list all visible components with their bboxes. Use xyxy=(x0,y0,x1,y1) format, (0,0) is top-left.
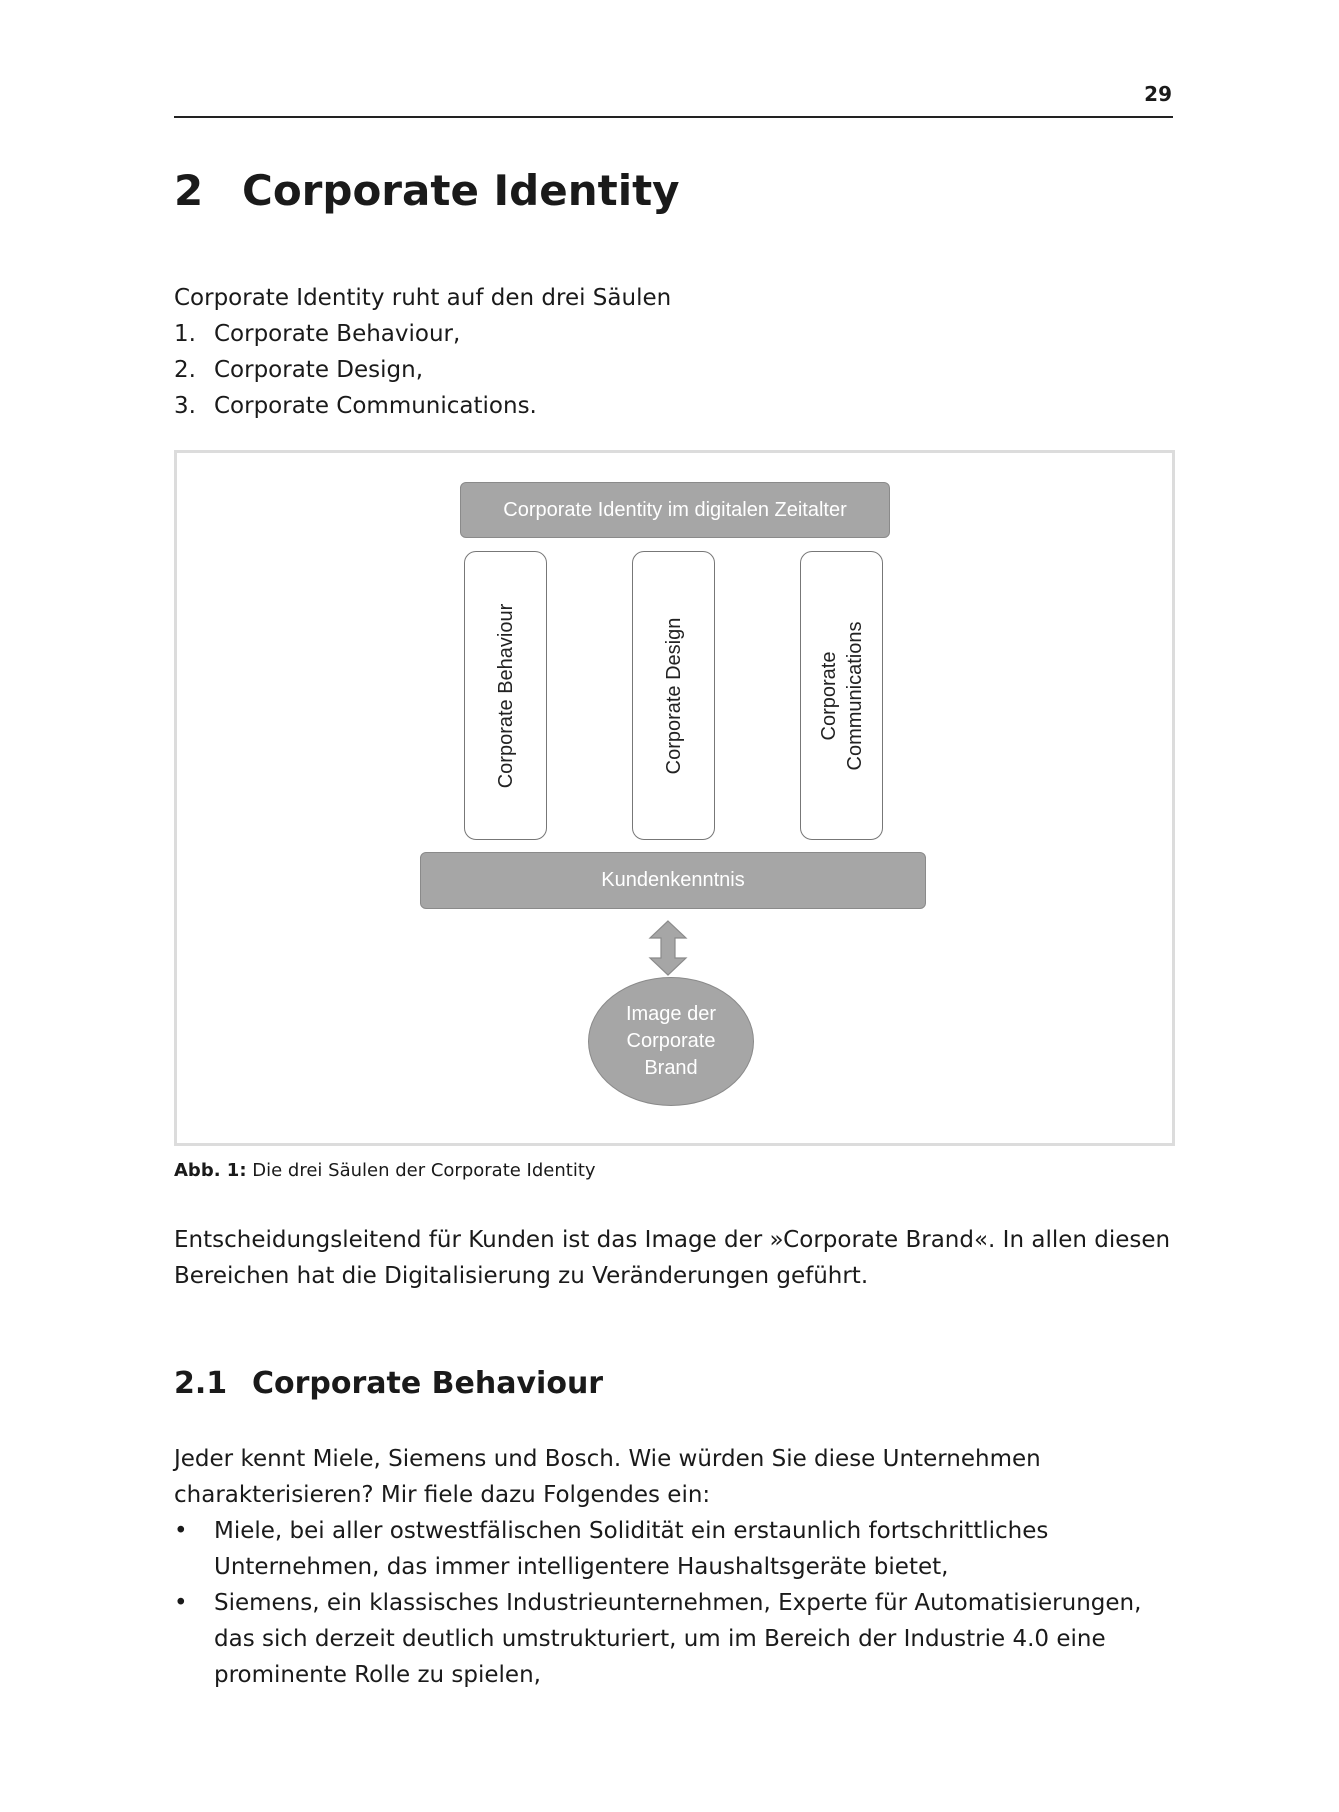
section-body xyxy=(174,1441,1173,1693)
image-ellipse: Image der Corporate Brand xyxy=(588,977,754,1106)
figure-caption xyxy=(174,1160,596,1181)
section-number: 2.1 xyxy=(174,1366,228,1401)
pillar-label: Corporate Design xyxy=(662,617,685,774)
caption-text: Die drei Säulen der Corporate Identity xyxy=(252,1160,596,1181)
pillar-label: Corporate Behaviour xyxy=(494,603,517,788)
list-text: Corporate Design, xyxy=(214,357,424,383)
page-number: 29 xyxy=(1144,82,1172,106)
list-text: Corporate Behaviour, xyxy=(214,321,461,347)
section-heading xyxy=(174,1366,603,1401)
intro-lead: Corporate Identity ruht auf den drei Säulen xyxy=(174,285,672,311)
caption-label: Abb. 1: xyxy=(174,1160,247,1181)
list-item xyxy=(174,388,1173,424)
list-item xyxy=(174,1585,1173,1693)
list-number: 1. xyxy=(174,321,196,347)
list-text: Corporate Communications. xyxy=(214,393,537,419)
list-text: Miele, bei aller ostwestfälischen Solidität ein erstaunlich fortschrittliches Unternehmen, das immer intelligentere Haushaltsgeräte bietet, xyxy=(214,1518,1049,1580)
pillar-design xyxy=(632,551,715,840)
chapter-number: 2 xyxy=(174,166,204,215)
pillar-label: Corporate Communications xyxy=(817,621,866,770)
figure-diagram xyxy=(174,450,1175,1146)
paragraph: Entscheidungsleitend für Kunden ist das Image der »Corporate Brand«. In allen diesen Bereichen hat die Digitalisierung zu Veränderungen geführt. xyxy=(174,1227,1171,1289)
pillar-communications xyxy=(800,551,883,840)
list-item xyxy=(174,316,1173,352)
intro-block xyxy=(174,280,1173,424)
pillar-behaviour xyxy=(464,551,547,840)
bullet-list xyxy=(174,1513,1173,1693)
chapter-title: Corporate Identity xyxy=(242,166,680,215)
paragraph: Jeder kennt Miele, Siemens und Bosch. Wie würden Sie diese Unternehmen charakterisieren? Mir fiele dazu Folgendes ein: xyxy=(174,1446,1041,1508)
list-item xyxy=(174,1513,1173,1585)
list-item xyxy=(174,352,1173,388)
bullet-icon: • xyxy=(174,1590,188,1616)
list-text: Siemens, ein klassisches Industrieunternehmen, Experte für Automatisierungen, das sich derzeit deutlich umstrukturiert, um im Bereich der Industrie 4.0 eine prominente Rolle zu spielen, xyxy=(214,1590,1142,1688)
ci-top-box: Corporate Identity im digitalen Zeitalter xyxy=(460,482,890,538)
list-number: 2. xyxy=(174,357,196,383)
list-number: 3. xyxy=(174,393,196,419)
bullet-icon: • xyxy=(174,1518,188,1544)
section-title: Corporate Behaviour xyxy=(252,1366,604,1401)
pillar-list xyxy=(174,316,1173,424)
chapter-heading xyxy=(174,166,680,215)
kundenkenntnis-box: Kundenkenntnis xyxy=(420,852,926,909)
header-rule xyxy=(174,116,1173,118)
double-arrow-vertical-icon xyxy=(647,919,689,977)
